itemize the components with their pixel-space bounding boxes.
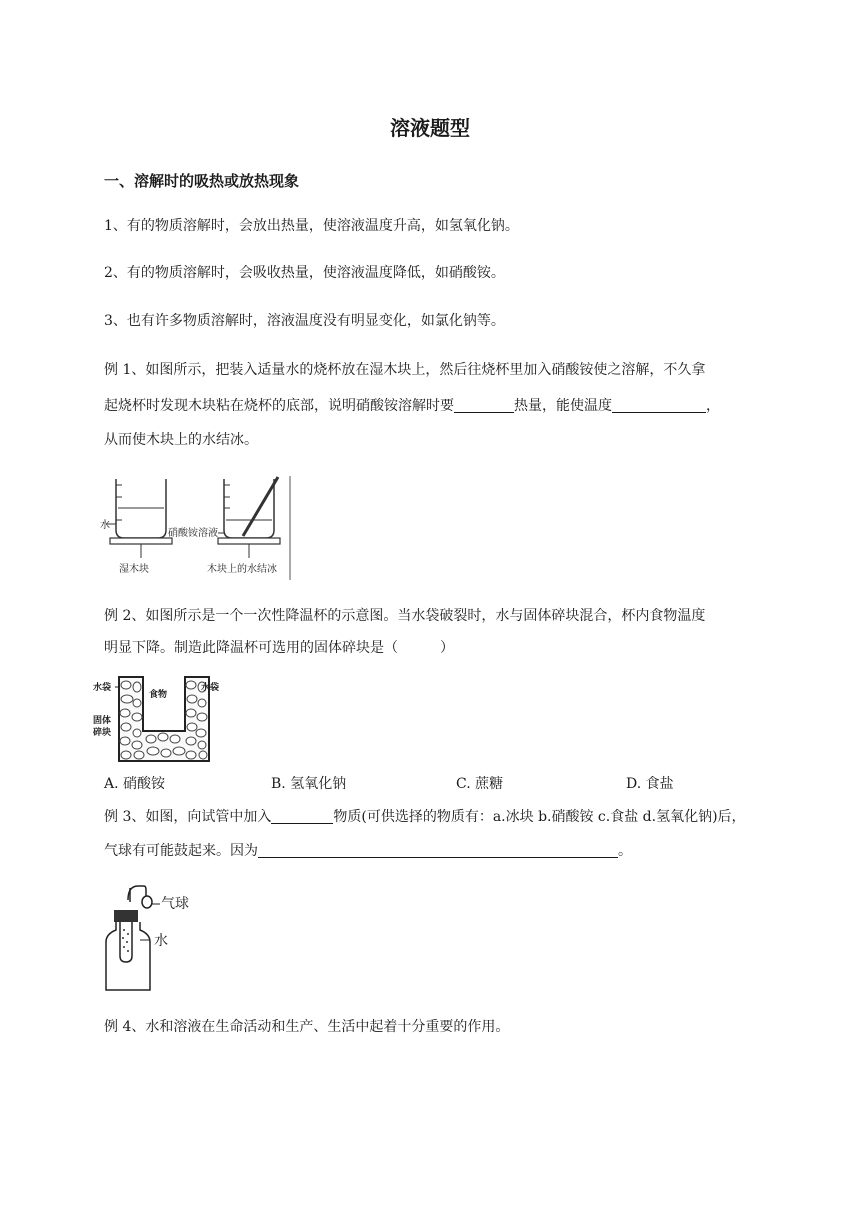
example1-line2	[104, 391, 720, 422]
frozen-label: 木块上的水结冰	[207, 564, 277, 575]
section-heading: 一、溶解时的吸热或放热现象	[104, 172, 300, 190]
example3-text-d: 。	[618, 843, 632, 859]
water-bag-left-label: 水袋	[93, 683, 112, 693]
answer-blank-2[interactable]	[612, 396, 706, 413]
example3-line2	[104, 836, 632, 867]
point-2: 2、有的物质溶解时，会吸收热量，使溶液温度降低，如硝酸铵。	[104, 265, 505, 281]
example1-text-b: 热量，能使温度	[514, 398, 612, 414]
example3-text-a: 例 3、如图，向试管中加入	[104, 809, 272, 825]
right-beaker	[224, 479, 274, 538]
option-c[interactable]: C. 蔗糖	[456, 776, 504, 792]
example1-line1: 例 1、如图所示，把装入适量水的烧杯放在湿木块上，然后往烧杯里加入硝酸铵使之溶解，不久拿	[104, 362, 706, 378]
example1-text-a: 起烧杯时发现木块粘在烧杯的底部，说明硝酸铵溶解时要	[104, 398, 454, 414]
water-label-3: 水	[154, 933, 168, 949]
example1-line3: 从而使木块上的水结冰。	[104, 432, 258, 448]
point-1: 1、有的物质溶解时，会放出热量，使溶液温度升高，如氢氧化钠。	[104, 218, 519, 234]
glass-rod	[243, 477, 278, 536]
answer-blank-1[interactable]	[454, 396, 514, 413]
answer-blank-3[interactable]	[271, 807, 333, 824]
option-a[interactable]: A. 硝酸铵	[104, 776, 166, 792]
example1-text-c: ，	[706, 398, 720, 414]
solid-label-line1: 固体	[93, 716, 112, 726]
example2-line2: 明显下降。制造此降温杯可选用的固体碎块是（ ）	[104, 640, 454, 656]
balloon	[142, 896, 152, 908]
water-label: 水	[100, 520, 110, 531]
food-label: 食物	[149, 690, 168, 700]
solution-label: 硝酸铵溶液	[168, 528, 218, 539]
example3-text-b: 物质(可供选择的物质有：a.冰块 b.硝酸铵 c.食盐 d.氢氧化钠)后，	[333, 809, 746, 825]
wet-block-label: 湿木块	[119, 564, 149, 575]
page-title: 溶液题型	[390, 116, 470, 140]
cooling-cup-figure	[93, 673, 229, 767]
left-wood-block	[110, 538, 172, 544]
right-wood-block	[218, 538, 280, 544]
beaker-figure	[100, 476, 296, 580]
option-b[interactable]: B. 氢氧化钠	[271, 776, 347, 792]
test-tube-figure	[100, 880, 196, 994]
stopper	[114, 910, 138, 922]
balloon-label: 气球	[161, 896, 189, 912]
solid-label-line2: 碎块	[93, 728, 112, 738]
example3-text-c: 气球有可能鼓起来。因为	[104, 843, 258, 859]
point-3: 3、也有许多物质溶解时，溶液温度没有明显变化，如氯化钠等。	[104, 313, 505, 329]
example3-line1	[104, 802, 746, 833]
answer-blank-4[interactable]	[258, 841, 618, 858]
example2-line1: 例 2、如图所示是一个一次性降温杯的示意图。当水袋破裂时，水与固体碎块混合，杯内食物温度	[104, 608, 706, 624]
water-bag-right-label: 水袋	[201, 683, 220, 693]
option-d[interactable]: D. 食盐	[626, 776, 674, 792]
example4-line1: 例 4、水和溶液在生命活动和生产、生活中起着十分重要的作用。	[104, 1019, 510, 1035]
